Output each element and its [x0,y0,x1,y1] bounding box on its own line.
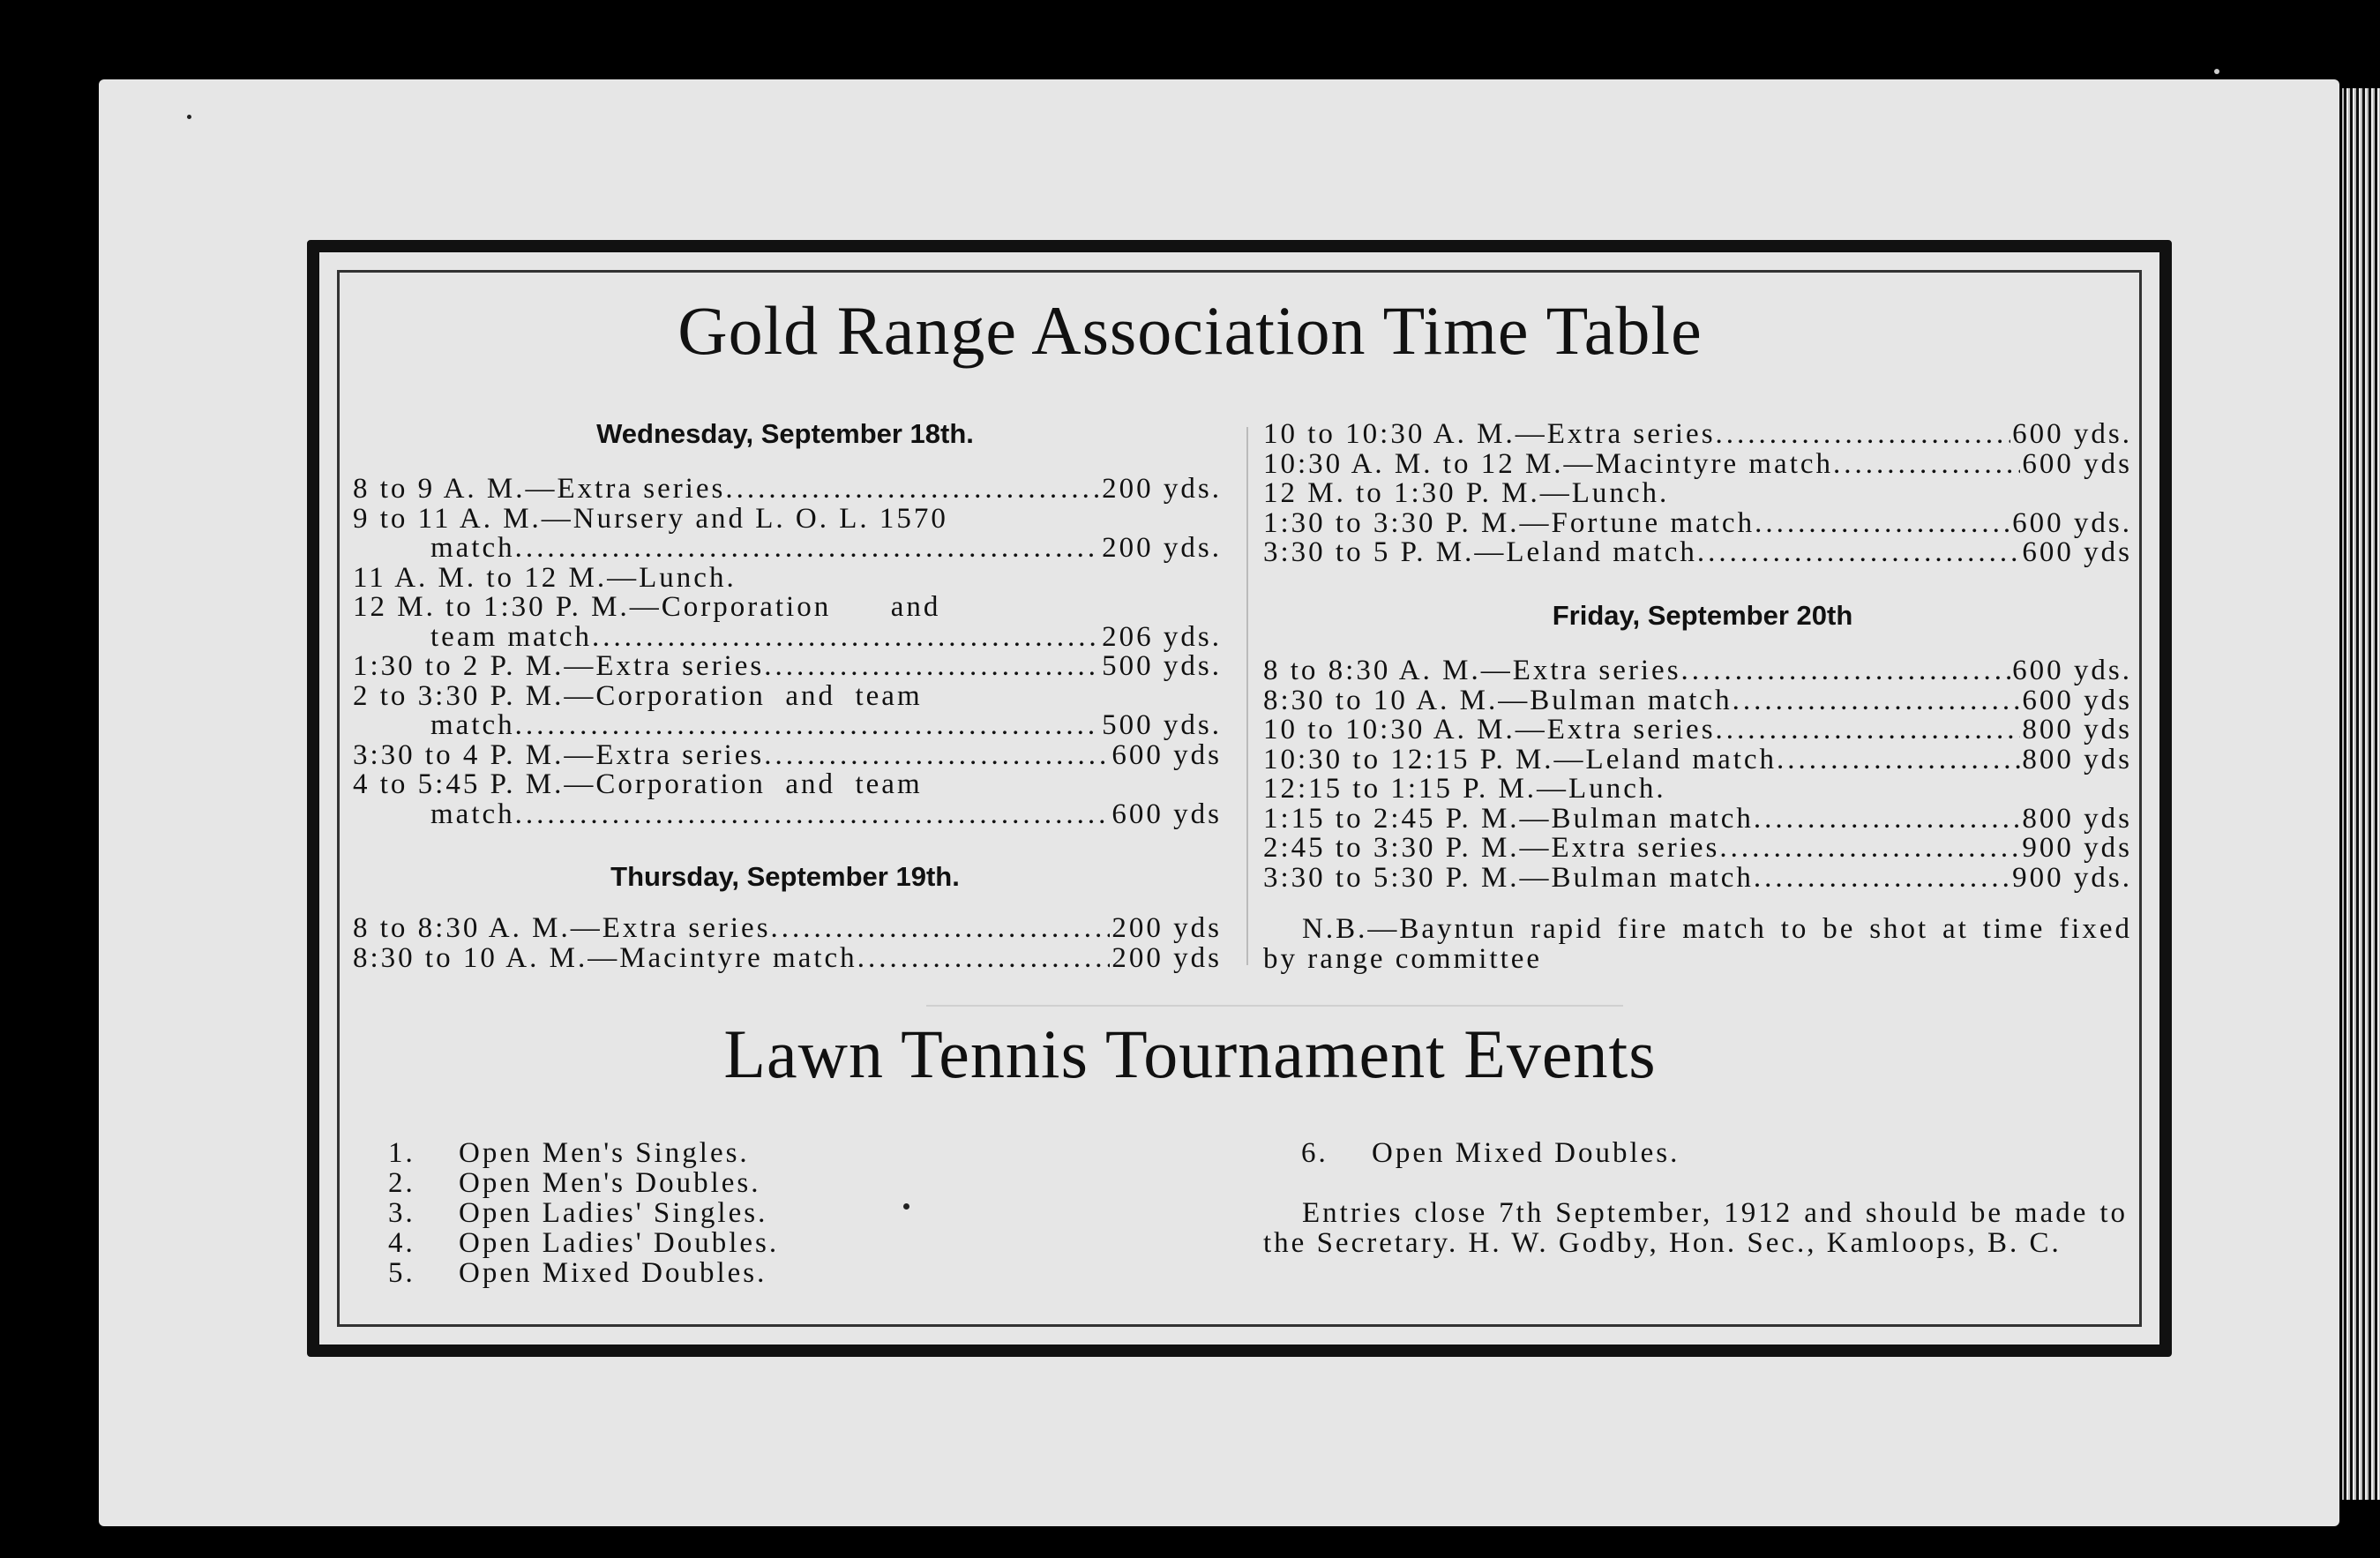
leader-dots [1777,745,2020,775]
leader-dots [1697,538,2021,568]
event-name: Open Mixed Doubles. [459,1257,767,1289]
event-distance: 600 yds [2022,538,2132,568]
event-number: 2. [388,1167,415,1199]
schedule-row [1263,775,2132,805]
event-number: 3. [388,1197,415,1229]
schedule-row [1263,538,2132,568]
schedule-row [1263,715,2132,745]
schedule-row [1263,686,2132,716]
schedule-row [353,475,1222,505]
event-distance: 200 yds [1111,914,1222,944]
event-text: 3:30 to 5:30 P. M.—Bulman match [1263,863,1754,893]
leader-dots [1716,420,2011,450]
event-distance: 600 yds. [2012,420,2132,450]
event-text: 2:45 to 3:30 P. M.—Extra series [1263,834,1720,864]
event-text: 10 to 10:30 A. M.—Extra series [1263,715,1716,745]
scan-speck [903,1203,909,1210]
tennis-event [1301,1138,1680,1168]
tennis-event [388,1168,779,1198]
tennis-event [388,1258,779,1288]
leader-dots [771,914,1111,944]
schedule-row [353,652,1222,682]
schedule-row [353,800,1222,830]
column-divider [1246,427,1248,965]
wednesday-schedule [353,475,1222,829]
schedule-row [353,623,1222,653]
schedule-row [353,682,1222,712]
leader-dots [1755,509,2010,539]
thursday-continued-schedule [1263,420,2132,568]
event-text: 12 M. to 1:30 P. M.—Corporation and [353,593,941,623]
leader-dots [764,652,1100,682]
schedule-row [1263,479,2132,509]
schedule-row [1263,805,2132,835]
event-distance: 800 yds [2022,745,2132,775]
event-distance: 600 yds. [2012,508,2132,538]
tennis-events-list [388,1138,779,1288]
schedule-row [353,593,1222,623]
leader-dots [857,944,1111,974]
schedule-row [1263,509,2132,539]
leader-dots [515,800,1111,830]
event-text: 11 A. M. to 12 M.—Lunch. [353,563,737,593]
event-text: 8:30 to 10 A. M.—Bulman match [1263,685,1733,715]
tennis-title: Lawn Tennis Tournament Events [723,1015,1657,1092]
event-number: 4. [388,1227,415,1259]
event-text: 1:30 to 2 P. M.—Extra series [353,652,765,682]
event-text: 8 to 8:30 A. M.—Extra series [353,914,771,944]
leader-dots [1754,805,2020,835]
scan-speck [187,115,191,119]
event-distance: 900 yds [2022,834,2132,864]
range-committee-note: N.B.—Bayntun rapid fire match to be shot at time fixed by range committee [1263,913,2132,975]
event-text: 3:30 to 5 P. M.—Leland match [1263,538,1697,568]
timetable-title: Gold Range Association Time Table [677,292,1703,369]
schedule-row [353,741,1222,771]
event-distance: 200 yds. [1102,534,1222,564]
leader-dots [515,711,1101,741]
friday-heading: Friday, September 20th [1552,600,1853,631]
event-text: match [430,711,515,741]
entries-note: Entries close 7th September, 1912 and should be made to the Secretary. H. W. Godby, Hon. Sec., Kamloops, B. C. [1263,1197,2128,1259]
event-distance: 900 yds. [2012,863,2132,893]
schedule-row [1263,864,2132,894]
leader-dots [1733,686,2021,716]
event-text: 9 to 11 A. M.—Nursery and L. O. L. 1570 [353,504,948,534]
schedule-row [353,711,1222,741]
event-name: Open Ladies' Singles. [459,1197,768,1229]
event-text: match [430,534,515,564]
event-distance: 600 yds [2022,685,2132,715]
event-distance: 600 yds [1111,799,1222,829]
event-distance: 800 yds [2022,715,2132,745]
tennis-event [388,1138,779,1168]
leader-dots [1719,834,2020,864]
schedule-row [353,534,1222,564]
event-text: 4 to 5:45 P. M.—Corporation and team [353,770,923,800]
event-text: 10 to 10:30 A. M.—Extra series [1263,420,1716,450]
event-name: Open Men's Singles. [459,1137,750,1169]
leader-dots [725,475,1100,505]
leader-dots [592,623,1100,653]
event-text: match [430,799,515,829]
leader-dots [764,741,1110,771]
thursday-heading: Thursday, September 19th. [610,861,960,892]
schedule-row [1263,745,2132,775]
leader-dots [1754,864,2010,894]
event-name: Open Men's Doubles. [459,1167,761,1199]
event-number: 6. [1301,1137,1328,1169]
event-distance: 206 yds. [1102,622,1222,652]
event-distance: 800 yds [2022,804,2132,834]
leader-dots [1833,450,2020,480]
event-distance: 600 yds. [2012,656,2132,686]
event-name: Open Ladies' Doubles. [459,1227,780,1259]
event-text: 12 M. to 1:30 P. M.—Lunch. [1263,479,1670,509]
tennis-events-list-right [1301,1138,1680,1168]
event-number: 5. [388,1257,415,1289]
schedule-row [353,564,1222,594]
schedule-row [353,944,1222,974]
section-divider [926,1005,1623,1007]
scan-speck [2214,69,2219,74]
event-distance: 500 yds. [1102,652,1222,682]
schedule-row [353,914,1222,944]
event-distance: 200 yds [1111,943,1222,973]
schedule-row [353,505,1222,535]
event-text: 10:30 A. M. to 12 M.—Macintyre match [1263,449,1834,479]
leader-dots [515,534,1101,564]
schedule-row [1263,834,2132,864]
event-text: 10:30 to 12:15 P. M.—Leland match [1263,745,1778,775]
event-text: 8 to 8:30 A. M.—Extra series [1263,656,1681,686]
event-distance: 600 yds [1111,740,1222,770]
event-text: 8:30 to 10 A. M.—Macintyre match [353,943,857,973]
tennis-event [388,1198,779,1228]
event-text: 8 to 9 A. M.—Extra series [353,475,726,505]
event-name: Open Mixed Doubles. [1372,1137,1680,1169]
event-text: team match [430,622,593,652]
schedule-row [1263,450,2132,480]
schedule-row [1263,420,2132,450]
leader-dots [1681,656,2011,686]
event-text: 1:15 to 2:45 P. M.—Bulman match [1263,804,1754,834]
thursday-schedule [353,914,1222,973]
event-distance: 200 yds. [1102,475,1222,505]
event-distance: 600 yds [2022,449,2132,479]
schedule-row [1263,656,2132,686]
tennis-event [388,1228,779,1258]
event-number: 1. [388,1137,415,1169]
event-text: 1:30 to 3:30 P. M.—Fortune match [1263,508,1755,538]
schedule-row [353,770,1222,800]
event-text: 3:30 to 4 P. M.—Extra series [353,740,765,770]
friday-schedule [1263,656,2132,893]
event-distance: 500 yds. [1102,711,1222,741]
leader-dots [1716,715,2021,745]
event-text: 12:15 to 1:15 P. M.—Lunch. [1263,775,1666,805]
event-text: 2 to 3:30 P. M.—Corporation and team [353,681,923,711]
wednesday-heading: Wednesday, September 18th. [596,418,974,449]
